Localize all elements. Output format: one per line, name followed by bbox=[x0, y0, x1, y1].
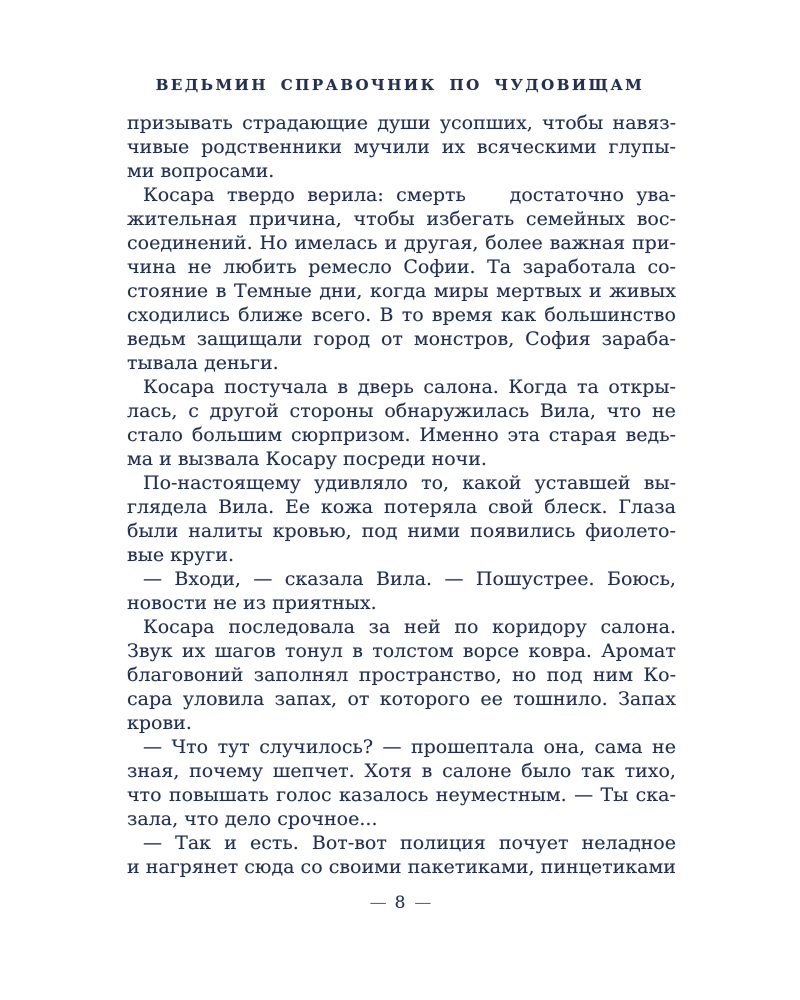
word: и bbox=[588, 280, 602, 302]
word: голос bbox=[276, 784, 332, 806]
page-number: 8 bbox=[394, 893, 406, 913]
text-line bbox=[127, 255, 676, 279]
word: почует bbox=[498, 832, 569, 854]
word: при- bbox=[632, 232, 676, 254]
word: чтобы bbox=[542, 112, 604, 134]
text-line bbox=[127, 855, 676, 879]
word: под bbox=[546, 664, 583, 686]
word: пространство, bbox=[358, 664, 502, 686]
word: Софии. bbox=[403, 256, 476, 278]
word: то, bbox=[421, 472, 450, 494]
word: последовала bbox=[228, 616, 355, 638]
word: так bbox=[581, 760, 615, 782]
word: Аромат bbox=[601, 640, 676, 662]
word: — bbox=[143, 736, 162, 758]
word: София bbox=[525, 328, 591, 350]
word: казалось bbox=[339, 784, 429, 806]
word: лась, bbox=[127, 400, 178, 422]
word: в bbox=[421, 760, 433, 782]
text-line bbox=[127, 375, 676, 399]
word: от bbox=[347, 688, 370, 710]
word: ее bbox=[480, 688, 503, 710]
word: чивые bbox=[127, 136, 190, 158]
word: Звук bbox=[127, 640, 173, 662]
text-line bbox=[127, 471, 676, 495]
text-line bbox=[127, 759, 676, 783]
word: ней bbox=[404, 616, 441, 638]
word: пакетиками, bbox=[407, 856, 535, 878]
text-line: вые круги. bbox=[127, 544, 234, 566]
word: но bbox=[512, 664, 537, 686]
word: и bbox=[224, 832, 237, 854]
text-line: ма и вызвала Косару посреди ночи. bbox=[127, 448, 487, 470]
word: вос- bbox=[636, 208, 676, 230]
word: Глаза bbox=[618, 496, 676, 518]
text-line: тывала деньги. bbox=[127, 352, 279, 374]
word: в bbox=[352, 640, 363, 662]
word: не bbox=[652, 736, 676, 758]
word: Косара bbox=[143, 376, 215, 398]
word: миры bbox=[433, 280, 489, 302]
text-line bbox=[127, 663, 676, 687]
text-line bbox=[127, 135, 676, 159]
word: ска- bbox=[635, 784, 676, 806]
word: души bbox=[377, 112, 431, 134]
text-line bbox=[127, 327, 676, 351]
word: Ко- bbox=[643, 664, 676, 686]
word: Вила, bbox=[539, 400, 596, 422]
text-line bbox=[127, 783, 676, 807]
word: Ее bbox=[285, 496, 311, 518]
footer-dash-right: — bbox=[414, 893, 431, 913]
word: случилось? bbox=[259, 736, 374, 758]
text-line bbox=[127, 399, 676, 423]
word: достаточно bbox=[509, 184, 624, 206]
word: сюда bbox=[244, 856, 295, 878]
word: то bbox=[401, 304, 424, 326]
word: Пошустрее. bbox=[475, 568, 595, 590]
word: Темные bbox=[234, 280, 312, 302]
word: ближе bbox=[238, 304, 304, 326]
word: появились bbox=[470, 520, 576, 542]
text-line bbox=[127, 231, 676, 255]
word: почему bbox=[189, 760, 264, 782]
word: — bbox=[444, 568, 464, 590]
word: повышать bbox=[168, 784, 269, 806]
word: она, bbox=[543, 736, 586, 758]
text-line bbox=[127, 423, 676, 447]
word: что bbox=[606, 400, 642, 422]
word: сюрпризом. bbox=[291, 424, 411, 446]
text-line bbox=[127, 495, 676, 519]
text-line: ми вопросами. bbox=[127, 160, 275, 182]
word: кровью, bbox=[272, 520, 352, 542]
word: со- bbox=[647, 256, 676, 278]
word: что bbox=[127, 784, 162, 806]
word: — bbox=[143, 568, 162, 590]
word: благовоний bbox=[127, 664, 244, 686]
word: заработала bbox=[522, 256, 636, 278]
word: По-настоящему bbox=[143, 472, 301, 494]
word: обнаружилась bbox=[384, 400, 530, 422]
word: не bbox=[652, 400, 676, 422]
word: стало bbox=[127, 424, 183, 446]
word: с bbox=[188, 400, 199, 422]
word: призывать bbox=[127, 112, 233, 134]
word: прошептала bbox=[410, 736, 535, 758]
text-line: зала, что дело срочное... bbox=[127, 808, 378, 830]
word: соединений. bbox=[127, 232, 253, 254]
word: стороны bbox=[289, 400, 374, 422]
word: Что bbox=[171, 736, 209, 758]
word: старая bbox=[548, 424, 617, 446]
word: жительная bbox=[127, 208, 238, 230]
word bbox=[478, 183, 497, 207]
word: большим bbox=[191, 424, 283, 446]
word: когда bbox=[369, 280, 427, 302]
word: имелась bbox=[294, 232, 378, 254]
word: коридору bbox=[492, 616, 587, 638]
word: заполнял bbox=[253, 664, 349, 686]
word: какой bbox=[462, 472, 522, 494]
word: откры- bbox=[608, 376, 676, 398]
word: другая, bbox=[404, 232, 479, 254]
word: твердо bbox=[227, 184, 295, 206]
word: и bbox=[384, 232, 398, 254]
footer-dash-left: — bbox=[369, 893, 386, 913]
word: избегать bbox=[426, 208, 515, 230]
word: толстом bbox=[372, 640, 454, 662]
text-line bbox=[127, 735, 676, 759]
word: Вот-вот bbox=[311, 832, 387, 854]
word: фиолето- bbox=[585, 520, 676, 542]
word: Запах bbox=[618, 688, 676, 710]
word: — bbox=[574, 784, 594, 806]
word: свой bbox=[488, 496, 534, 518]
text-line: крови. bbox=[127, 712, 192, 734]
word: ним bbox=[592, 664, 633, 686]
word: ведьм bbox=[127, 328, 186, 350]
word: Хотя bbox=[364, 760, 412, 782]
word: были bbox=[127, 520, 179, 542]
word: сара bbox=[127, 688, 173, 710]
word: Боюсь, bbox=[606, 568, 676, 590]
word: эта bbox=[507, 424, 540, 446]
word: уловила bbox=[182, 688, 265, 710]
word: полиция bbox=[400, 832, 486, 854]
word: уставшей bbox=[534, 472, 631, 494]
word: навяз- bbox=[612, 112, 676, 134]
word: своими bbox=[328, 856, 402, 878]
word: Вила. bbox=[218, 496, 275, 518]
word: любить bbox=[223, 256, 297, 278]
word: время bbox=[431, 304, 493, 326]
word: запах, bbox=[274, 688, 338, 710]
word: вы- bbox=[643, 472, 676, 494]
word: мертвых bbox=[496, 280, 582, 302]
word: неуместным. bbox=[435, 784, 567, 806]
word: тонул bbox=[285, 640, 343, 662]
word: семейных bbox=[525, 208, 625, 230]
word: за bbox=[368, 616, 391, 638]
text-line bbox=[127, 831, 676, 855]
text-line bbox=[127, 207, 676, 231]
text-line bbox=[127, 183, 676, 207]
word: есть. bbox=[249, 832, 299, 854]
word: большинство bbox=[544, 304, 676, 326]
word: от bbox=[380, 328, 403, 350]
text-line bbox=[127, 111, 676, 135]
word: сказала bbox=[284, 568, 364, 590]
text-line bbox=[127, 303, 676, 327]
word: их bbox=[181, 640, 206, 662]
word: усопших, bbox=[439, 112, 533, 134]
word: не bbox=[187, 256, 212, 278]
word: та bbox=[577, 376, 599, 398]
word: — bbox=[143, 832, 162, 854]
word: верила: bbox=[307, 184, 384, 206]
word: живых bbox=[609, 280, 676, 302]
word: ведь- bbox=[625, 424, 676, 446]
page-footer bbox=[0, 893, 800, 913]
word: сама bbox=[594, 736, 643, 758]
word: салона. bbox=[600, 616, 676, 638]
word: салоне bbox=[442, 760, 512, 782]
word: в bbox=[337, 376, 349, 398]
word: монстров, bbox=[413, 328, 515, 350]
word: стояние bbox=[127, 280, 209, 302]
word: ува- bbox=[636, 184, 676, 206]
word: шепчет. bbox=[272, 760, 355, 782]
word: важная bbox=[549, 232, 626, 254]
word: Вила. bbox=[376, 568, 433, 590]
word: чина bbox=[127, 256, 177, 278]
word: нагрянет bbox=[145, 856, 239, 878]
word: Косара bbox=[143, 616, 215, 638]
text-line bbox=[127, 687, 676, 711]
word: Та bbox=[487, 256, 512, 278]
word: потеряла bbox=[383, 496, 478, 518]
word: со bbox=[300, 856, 323, 878]
word: Именно bbox=[419, 424, 499, 446]
word: Входи, bbox=[174, 568, 241, 590]
word: В bbox=[379, 304, 394, 326]
word: глупы- bbox=[608, 136, 676, 158]
word: чтобы bbox=[353, 208, 415, 230]
word: дни, bbox=[319, 280, 363, 302]
word: ковра. bbox=[528, 640, 592, 662]
word: дверь bbox=[357, 376, 414, 398]
word: Косара bbox=[143, 184, 215, 206]
text-line bbox=[127, 567, 676, 591]
word: сходились bbox=[127, 304, 230, 326]
text-line bbox=[127, 519, 676, 543]
word: налиты bbox=[188, 520, 263, 542]
word: которого bbox=[379, 688, 471, 710]
word: тихо, bbox=[624, 760, 676, 782]
word: ворсе bbox=[462, 640, 520, 662]
running-header: ВЕДЬМИН СПРАВОЧНИК ПО ЧУДОВИЩАМ bbox=[155, 76, 645, 94]
word: более bbox=[485, 232, 543, 254]
word: Но bbox=[259, 232, 288, 254]
word: город bbox=[313, 328, 371, 350]
word: салона. bbox=[423, 376, 499, 398]
word: зараба- bbox=[601, 328, 676, 350]
word: в bbox=[215, 280, 227, 302]
word: Так bbox=[175, 832, 212, 854]
word: защищали bbox=[196, 328, 303, 350]
word: страдающие bbox=[242, 112, 368, 134]
word: — bbox=[382, 736, 402, 758]
word: и bbox=[127, 856, 140, 878]
word: причина, bbox=[249, 208, 342, 230]
text-line bbox=[127, 639, 676, 663]
word: мучили bbox=[353, 136, 430, 158]
text-line: новости не из приятных. bbox=[127, 592, 377, 614]
word: как bbox=[501, 304, 537, 326]
word: удивляло bbox=[314, 472, 408, 494]
word: неладное bbox=[581, 832, 676, 854]
word: кожа bbox=[320, 496, 374, 518]
word: Когда bbox=[508, 376, 568, 398]
word: по bbox=[454, 616, 479, 638]
word: Ты bbox=[600, 784, 629, 806]
body-text bbox=[127, 111, 676, 879]
word: тут bbox=[217, 736, 250, 758]
word: шагов bbox=[214, 640, 276, 662]
word: глядела bbox=[127, 496, 208, 518]
word: ремесло bbox=[308, 256, 392, 278]
word: было bbox=[521, 760, 572, 782]
word: всяческими bbox=[476, 136, 597, 158]
word: постучала bbox=[224, 376, 328, 398]
word: родственники bbox=[201, 136, 343, 158]
word: их bbox=[441, 136, 466, 158]
word: — bbox=[253, 568, 273, 590]
word: под bbox=[361, 520, 398, 542]
word: тошнило. bbox=[513, 688, 608, 710]
word: пинцетиками bbox=[540, 856, 676, 878]
word: блеск. bbox=[544, 496, 608, 518]
word: смерть bbox=[396, 184, 466, 206]
text-line bbox=[127, 615, 676, 639]
word: зная, bbox=[127, 760, 180, 782]
word: другой bbox=[209, 400, 279, 422]
text-line bbox=[127, 279, 676, 303]
word: ними bbox=[407, 520, 461, 542]
word: всего. bbox=[311, 304, 372, 326]
